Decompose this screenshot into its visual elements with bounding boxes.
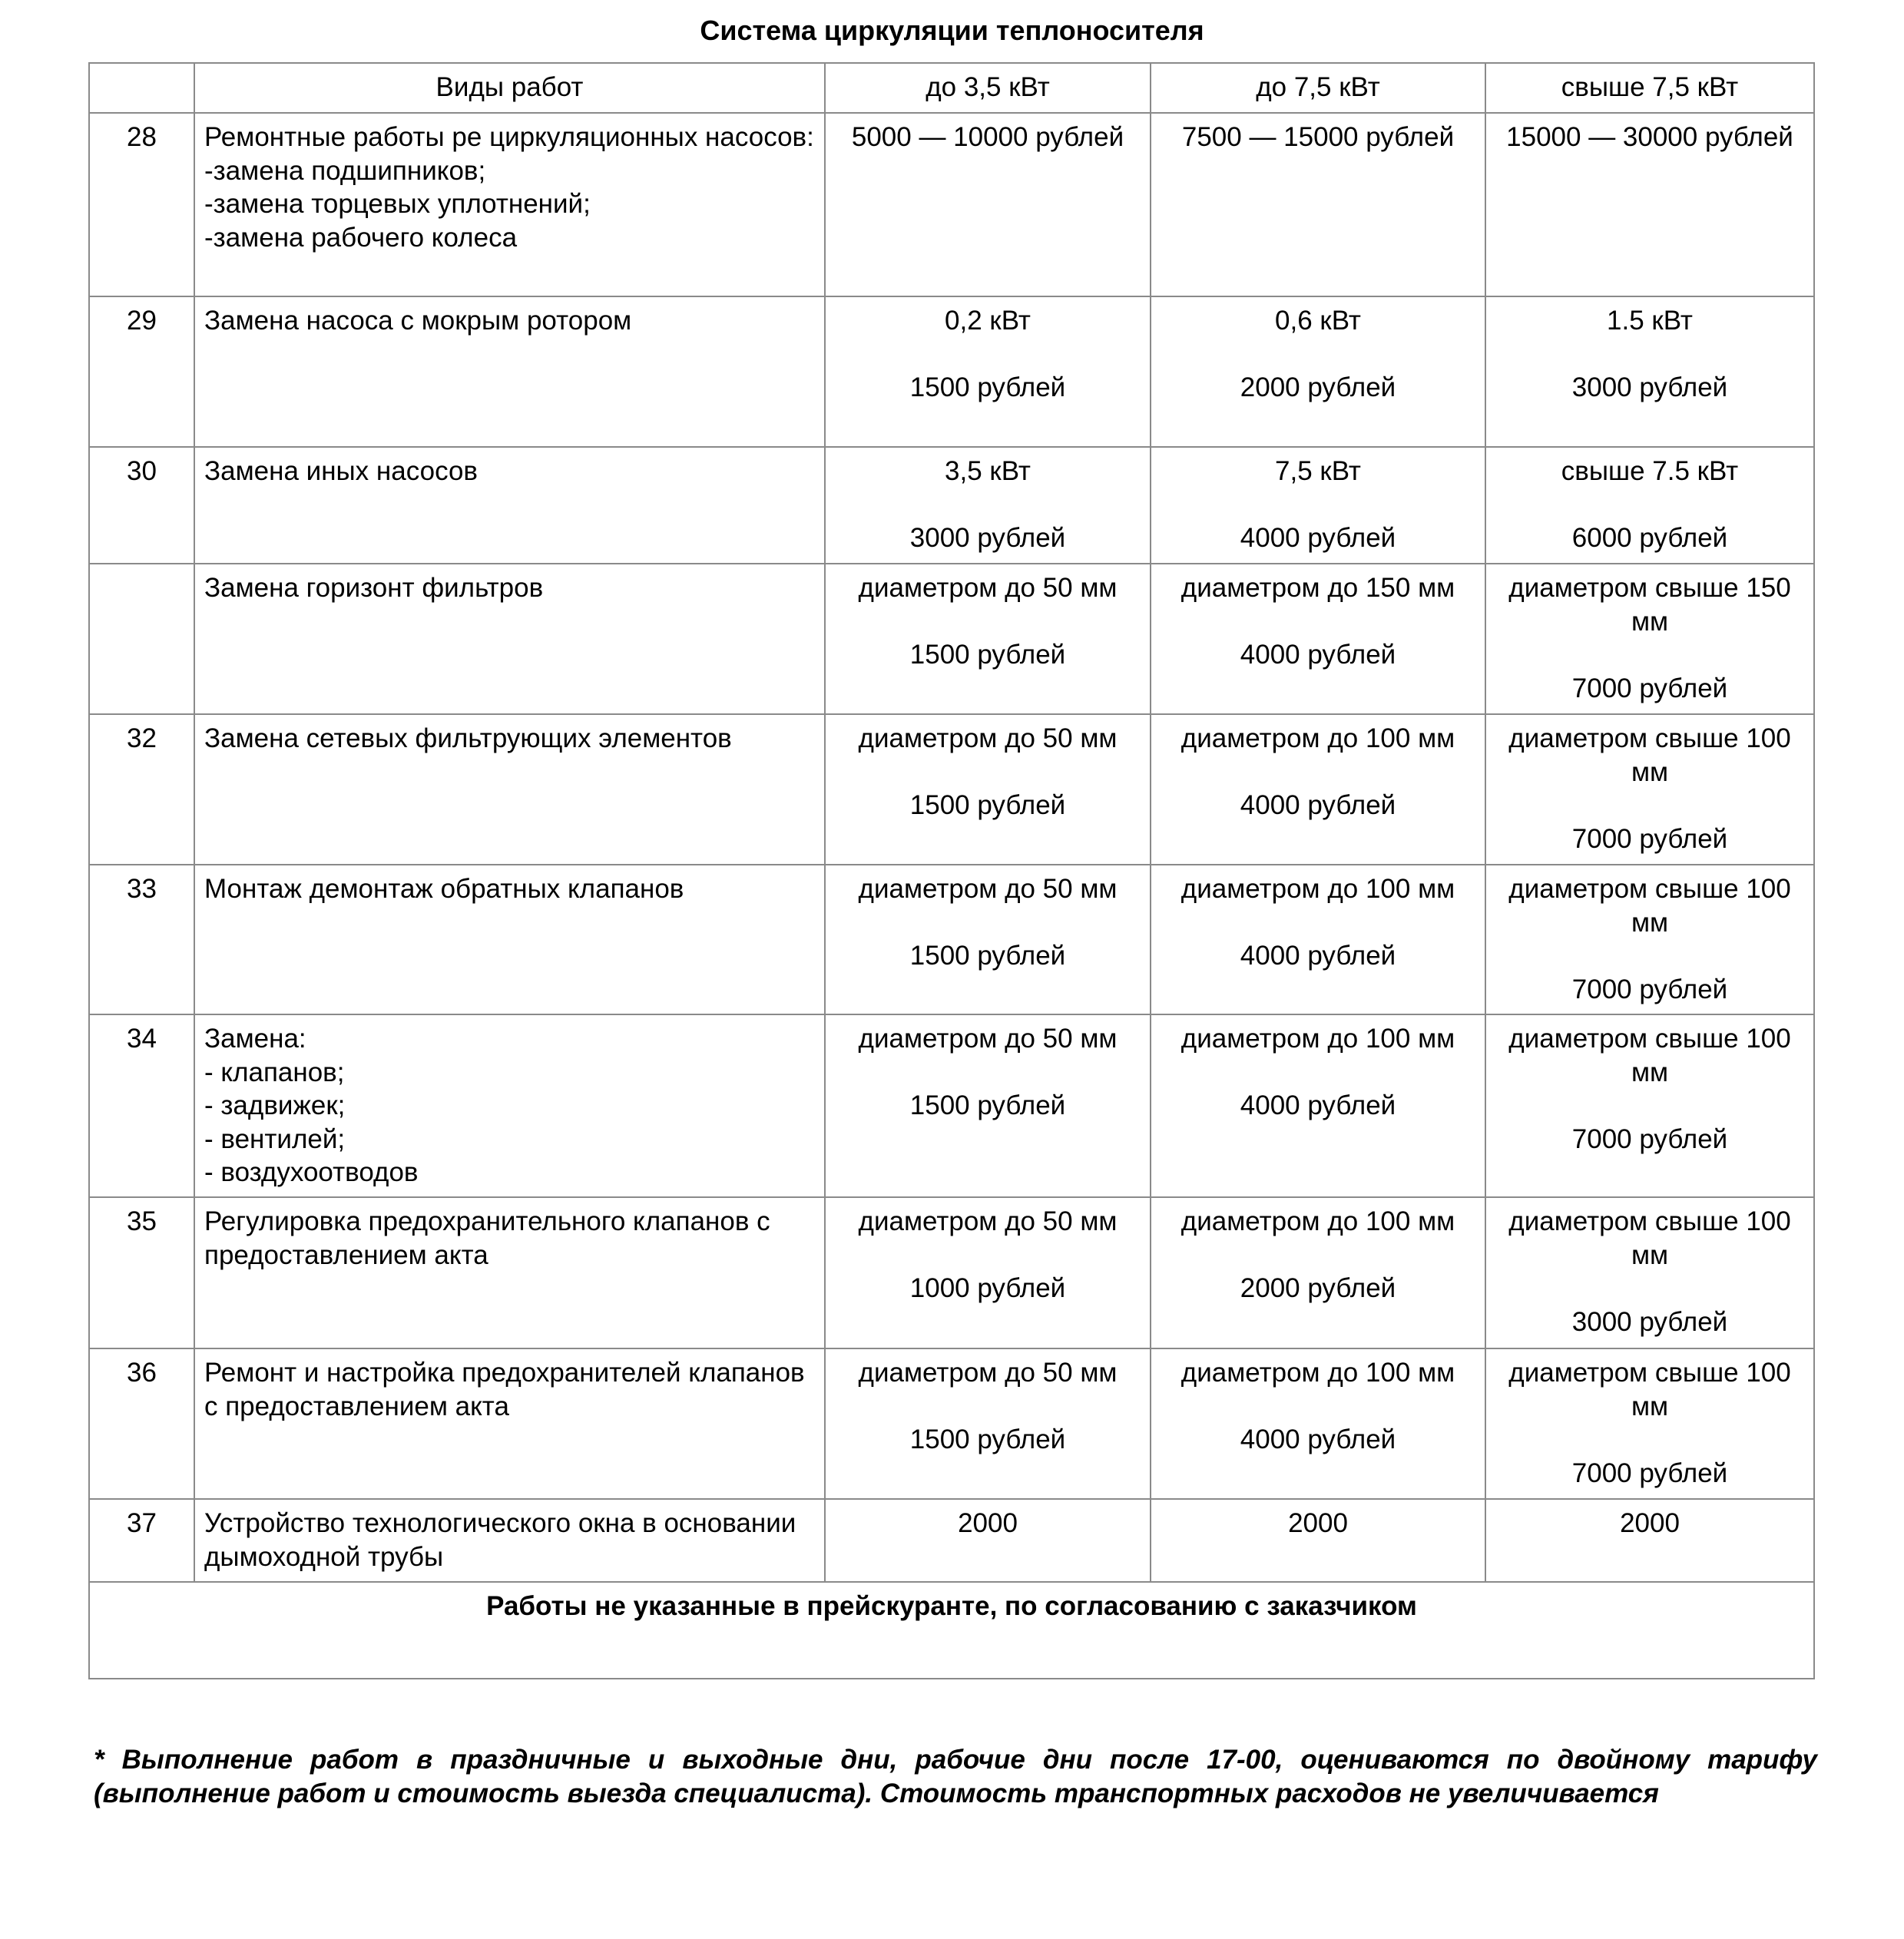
price-text: 3000 рублей [1571, 1306, 1728, 1337]
price-cell-2 [1151, 113, 1485, 296]
price-text: 1000 рублей [909, 1273, 1066, 1303]
work-description [194, 113, 825, 296]
work-description [194, 1499, 825, 1582]
price-cell-1 [825, 113, 1151, 296]
spacer [1495, 1423, 1804, 1457]
header-col-2: до 7,5 кВт [1151, 63, 1485, 113]
spec-text: диаметром до 100 мм [1180, 874, 1455, 904]
work-description [194, 564, 825, 714]
price-cell-3 [1485, 1014, 1814, 1197]
spacer [1495, 1089, 1804, 1123]
price-text: 7000 рублей [1571, 673, 1728, 703]
spec-text: диаметром свыше 100 мм [1508, 874, 1799, 938]
table-row [89, 564, 1814, 714]
footer-row [89, 1582, 1814, 1679]
spacer [835, 338, 1141, 372]
price-text: 7500 — 15000 рублей [1181, 122, 1455, 152]
spacer [1161, 1390, 1475, 1424]
spacer [1495, 1272, 1804, 1305]
price-cell-1 [825, 1197, 1151, 1348]
header-work-type: Виды работ [194, 63, 825, 113]
spacer [1495, 789, 1804, 822]
row-number: 30 [89, 447, 194, 564]
spec-text: диаметром свыше 100 мм [1508, 1358, 1799, 1421]
spec-text: 1.5 кВт [1607, 306, 1693, 336]
row-number: 32 [89, 714, 194, 865]
spacer [835, 1056, 1141, 1090]
spacer [835, 756, 1141, 789]
work-description [194, 296, 825, 447]
spec-text: диаметром до 50 мм [858, 1206, 1118, 1236]
table-row [89, 1348, 1814, 1499]
row-number: 34 [89, 1014, 194, 1197]
work-line: Ремонт и настройка предохранителей клапанов с предоставлением акта [204, 1358, 813, 1421]
spec-text: диаметром до 50 мм [858, 573, 1118, 603]
spacer [1161, 605, 1475, 639]
page-title: Система циркуляции теплоносителя [700, 15, 1204, 46]
row-number: 37 [89, 1499, 194, 1582]
header-col-1: до 3,5 кВт [825, 63, 1151, 113]
price-cell-2 [1151, 1014, 1485, 1197]
table-row [89, 714, 1814, 865]
row-number: 33 [89, 865, 194, 1014]
spec-text: диаметром до 50 мм [858, 874, 1118, 904]
spec-text: диаметром до 100 мм [1180, 1358, 1455, 1388]
spacer [1161, 906, 1475, 940]
price-text: 1500 рублей [909, 790, 1066, 820]
price-text: 2000 рублей [1240, 372, 1396, 402]
price-cell-3 [1485, 564, 1814, 714]
price-text: 2000 [1620, 1508, 1680, 1538]
work-line: -замена торцевых уплотнений; [204, 189, 591, 219]
price-text: 4000 рублей [1240, 790, 1396, 820]
price-text: 1500 рублей [909, 1424, 1066, 1454]
price-cell-1 [825, 865, 1151, 1014]
price-cell-1 [825, 1348, 1151, 1499]
footer-note: Работы не указанные в прейскуранте, по согласованию с заказчиком [89, 1582, 1814, 1679]
price-text: 7000 рублей [1571, 823, 1728, 854]
footnote: * Выполнение работ в праздничные и выходные дни, рабочие дни после 17-00, оцениваются по двойному тарифу (выполнение работ и стоимость выезда специалиста). Стоимость транспортных расходов не увеличивается [94, 1745, 1817, 1808]
work-description [194, 1014, 825, 1197]
price-text: 1500 рублей [909, 372, 1066, 402]
price-text: 3000 рублей [909, 523, 1066, 553]
header-col-3: свыше 7,5 кВт [1485, 63, 1814, 113]
work-line: Замена насоса с мокрым ротором [204, 306, 632, 336]
spec-text: диаметром до 50 мм [858, 723, 1118, 753]
work-description [194, 865, 825, 1014]
spec-text: 0,2 кВт [945, 306, 1031, 336]
work-line: -замена подшипников; [204, 155, 486, 186]
spec-text: диаметром до 150 мм [1180, 573, 1455, 603]
price-text: 2000 [1288, 1508, 1348, 1538]
price-cell-2 [1151, 447, 1485, 564]
work-line: Регулировка предохранительного клапанов с предоставлением акта [204, 1206, 778, 1270]
price-cell-1 [825, 714, 1151, 865]
spacer [835, 1239, 1141, 1272]
price-cell-2 [1151, 296, 1485, 447]
price-cell-3 [1485, 296, 1814, 447]
spacer [1161, 338, 1475, 372]
price-text: 2000 рублей [1240, 1273, 1396, 1303]
spacer [1495, 939, 1804, 973]
price-text: 1500 рублей [909, 941, 1066, 971]
table-row [89, 447, 1814, 564]
work-line: Замена иных насосов [204, 456, 478, 486]
price-cell-1 [825, 447, 1151, 564]
spacer [1161, 1239, 1475, 1272]
price-cell-1 [825, 564, 1151, 714]
price-text: 2000 [958, 1508, 1018, 1538]
spacer [835, 605, 1141, 639]
price-table [88, 62, 1815, 1679]
spacer [1161, 756, 1475, 789]
spec-text: 7,5 кВт [1275, 456, 1361, 486]
price-cell-2 [1151, 564, 1485, 714]
price-cell-3 [1485, 714, 1814, 865]
price-cell-3 [1485, 865, 1814, 1014]
price-cell-3 [1485, 447, 1814, 564]
price-cell-1 [825, 296, 1151, 447]
spacer [1495, 488, 1804, 522]
spacer [835, 906, 1141, 940]
table-row [89, 1014, 1814, 1197]
spec-text: 3,5 кВт [945, 456, 1031, 486]
work-line: Замена: [204, 1024, 306, 1054]
spec-text: свыше 7.5 кВт [1561, 456, 1739, 486]
spec-text: диаметром до 100 мм [1180, 723, 1455, 753]
price-text: 4000 рублей [1240, 1424, 1396, 1454]
work-line: - клапанов; [204, 1057, 345, 1087]
work-line: - воздухоотводов [204, 1157, 419, 1187]
work-line: Монтаж демонтаж обратных клапанов [204, 874, 684, 904]
spacer [1495, 638, 1804, 672]
spec-text: 0,6 кВт [1275, 306, 1361, 336]
price-cell-2 [1151, 1499, 1485, 1582]
spec-text: диаметром до 50 мм [858, 1358, 1118, 1388]
price-text: 4000 рублей [1240, 640, 1396, 670]
table-row [89, 296, 1814, 447]
row-number: 35 [89, 1197, 194, 1348]
price-text: 4000 рублей [1240, 941, 1396, 971]
work-description [194, 714, 825, 865]
price-cell-3 [1485, 113, 1814, 296]
price-text: 15000 — 30000 рублей [1506, 122, 1793, 152]
price-text: 4000 рублей [1240, 1090, 1396, 1120]
price-cell-2 [1151, 1197, 1485, 1348]
header-row [89, 63, 1814, 113]
work-line: - задвижек; [204, 1090, 346, 1120]
table-row [89, 1197, 1814, 1348]
row-number: 28 [89, 113, 194, 296]
spacer [1495, 338, 1804, 372]
price-text: 3000 рублей [1571, 372, 1728, 402]
row-number: 29 [89, 296, 194, 447]
price-text: 5000 — 10000 рублей [851, 122, 1124, 152]
spec-text: диаметром свыше 100 мм [1508, 1206, 1799, 1270]
price-text: 7000 рублей [1571, 1123, 1728, 1154]
price-cell-1 [825, 1499, 1151, 1582]
work-line: - вентилей; [204, 1123, 346, 1154]
table-row [89, 865, 1814, 1014]
price-cell-3 [1485, 1499, 1814, 1582]
spacer [1161, 1056, 1475, 1090]
work-line: Устройство технологического окна в основании дымоходной трубы [204, 1508, 804, 1572]
price-text: 4000 рублей [1240, 523, 1396, 553]
row-number [89, 564, 194, 714]
price-cell-3 [1485, 1348, 1814, 1499]
work-line: Замена горизонт фильтров [204, 573, 544, 603]
price-cell-2 [1151, 714, 1485, 865]
price-text: 7000 рублей [1571, 974, 1728, 1004]
spec-text: диаметром свыше 100 мм [1508, 1024, 1799, 1087]
spec-text: диаметром до 100 мм [1180, 1206, 1455, 1236]
price-text: 1500 рублей [909, 1090, 1066, 1120]
spacer [1161, 488, 1475, 522]
work-description [194, 1348, 825, 1499]
work-description [194, 1197, 825, 1348]
work-line: Замена сетевых фильтрующих элементов [204, 723, 732, 753]
price-cell-3 [1485, 1197, 1814, 1348]
row-number: 36 [89, 1348, 194, 1499]
price-text: 6000 рублей [1571, 523, 1728, 553]
spec-text: диаметром до 100 мм [1180, 1024, 1455, 1054]
work-line: Ремонтные работы ре циркуляционных насосов: [204, 122, 814, 152]
spec-text: диаметром до 50 мм [858, 1024, 1118, 1054]
work-line: -замена рабочего колеса [204, 222, 518, 253]
spec-text: диаметром свыше 150 мм [1508, 573, 1799, 637]
table-row [89, 1499, 1814, 1582]
spacer [835, 1390, 1141, 1424]
work-description [194, 447, 825, 564]
price-text: 7000 рублей [1571, 1458, 1728, 1488]
price-cell-1 [825, 1014, 1151, 1197]
price-cell-2 [1151, 865, 1485, 1014]
spec-text: диаметром свыше 100 мм [1508, 723, 1799, 787]
table-row [89, 113, 1814, 296]
price-cell-2 [1151, 1348, 1485, 1499]
price-text: 1500 рублей [909, 640, 1066, 670]
header-num [89, 63, 194, 113]
spacer [835, 488, 1141, 522]
